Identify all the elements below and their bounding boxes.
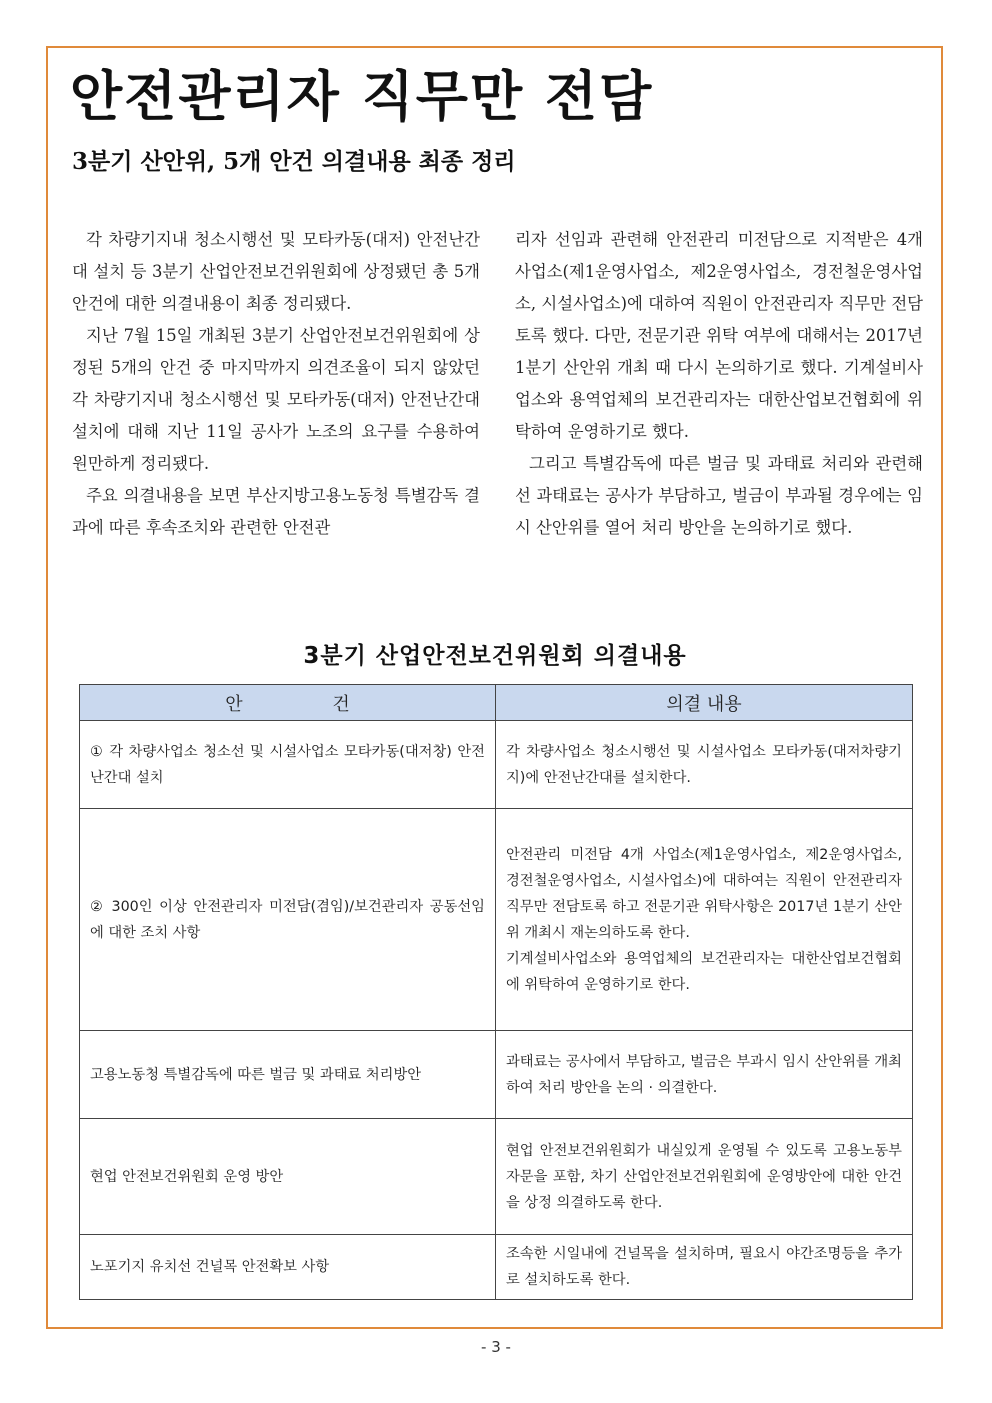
table-row [80,1119,913,1235]
table-row [80,1235,913,1300]
decision-line: 안전관리 미전담 4개 사업소(제1운영사업소, 제2운영사업소, 경전철운영사업소, 시설사업소)에 대하여는 직원이 안전관리자 직무만 전담토록 하고 전문기관 위탁사항은 2017년 1분기 산안위 개최시 재논의하도록 한다. [506,846,902,941]
paragraph-continued: 리자 선임과 관련해 안전관리 미전담으로 지적받은 4개 사업소(제1운영사업소, 제2운영사업소, 경전철운영사업소, 시설사업소)에 대하여 직원이 안전관리자 직무만 전담토록 했다. 다만, 전문기관 위탁 여부에 대해서는 2017년 1분기 산안위 개최 때 다시 논의하기로 했다. 기계설비사업소와 용역업체의 보건관리자는 대한산업보건협회에 위탁하여 운영하기로 했다. [515,230,923,441]
table-row [80,1031,913,1119]
item-cell: 현업 안전보건위원회 운영 방안 [80,1119,496,1235]
table-row [80,721,913,809]
item-cell: ② 300인 이상 안전관리자 미전담(겸임)/보건관리자 공동선임에 대한 조치 사항 [80,809,496,1031]
article-body-right-column [515,224,923,544]
resolution-table [79,684,913,1300]
paragraph: 주요 의결내용을 보면 부산지방고용노동청 특별감독 결과에 따른 후속조치와 관련한 안전관 [72,486,480,537]
table-title: 3분기 산업안전보건위원회 의결내용 [303,643,687,669]
page-number: - 3 - [481,1338,511,1356]
item-cell: 고용노동청 특별감독에 따른 벌금 및 과태료 처리방안 [80,1031,496,1119]
article-body-left-column [72,224,480,544]
table-row [80,809,913,1031]
decision-cell: 각 차량사업소 청소시행선 및 시설사업소 모타카동(대저차량기지)에 안전난간대를 설치한다. [496,721,913,809]
article-title: 안전관리자 직무만 전담 [70,65,654,128]
decision-line: 기계설비사업소와 용역업체의 보건관리자는 대한산업보건협회에 위탁하여 운영하기로 한다. [506,950,902,993]
decision-cell [496,809,913,1031]
article-subtitle: 3분기 산안위, 5개 안건 의결내용 최종 정리 [72,148,516,175]
paragraph: 지난 7월 15일 개최된 3분기 산업안전보건위원회에 상정된 5개의 안건 중 마지막까지 의견조율이 되지 않았던 각 차량기지내 청소시행선 및 모타카동(대저) 안전난간대 설치에 대해 지난 11일 공사가 노조의 요구를 수용하여 원만하게 정리됐다. [72,326,480,473]
decision-cell: 조속한 시일내에 건널목을 설치하며, 필요시 야간조명등을 추가로 설치하도록 한다. [496,1235,913,1300]
paragraph: 각 차량기지내 청소시행선 및 모타카동(대저) 안전난간대 설치 등 3분기 산업안전보건위원회에 상정됐던 총 5개 안건에 대한 의결내용이 최종 정리됐다. [72,230,480,313]
header-item: 안 건 [80,685,496,721]
item-cell: 노포기지 유치선 건널목 안전확보 사항 [80,1235,496,1300]
table-header-row [80,685,913,721]
paragraph: 그리고 특별감독에 따른 벌금 및 과태료 처리와 관련해선 과태료는 공사가 부담하고, 벌금이 부과될 경우에는 임시 산안위를 열어 처리 방안을 논의하기로 했다. [515,454,923,537]
decision-cell: 현업 안전보건위원회가 내실있게 운영될 수 있도록 고용노동부 자문을 포함, 차기 산업안전보건위원회에 운영방안에 대한 안건을 상정 의결하도록 한다. [496,1119,913,1235]
header-decision: 의결 내용 [496,685,913,721]
decision-cell: 과태료는 공사에서 부담하고, 벌금은 부과시 임시 산안위를 개최하여 처리 방안을 논의 · 의결한다. [496,1031,913,1119]
item-cell: ① 각 차량사업소 청소선 및 시설사업소 모타카동(대저창) 안전난간대 설치 [80,721,496,809]
